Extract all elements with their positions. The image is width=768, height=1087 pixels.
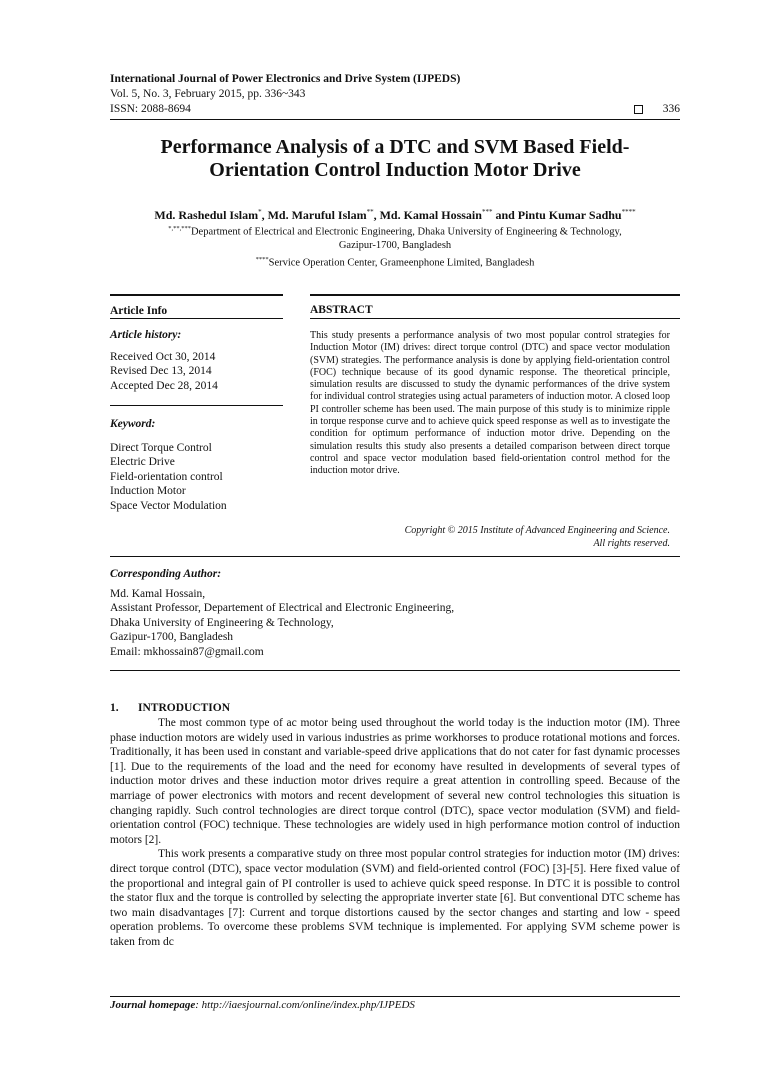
affiliation-1-city: Gazipur-1700, Bangladesh bbox=[338, 240, 452, 251]
footer-rule bbox=[110, 996, 680, 997]
abstract-top-rule bbox=[310, 294, 680, 296]
abstract-heading: ABSTRACT bbox=[310, 304, 373, 316]
keyword-item: Electric Drive bbox=[110, 456, 175, 468]
keyword-item: Space Vector Modulation bbox=[110, 499, 227, 512]
corresponding-heading: Corresponding Author: bbox=[110, 568, 222, 580]
keywords bbox=[110, 417, 283, 513]
abstract-text: This study presents a performance analysis of two most popular control strategies for Induction Motor (IM) drives: direct torque control (DTC) and space vector modulation (SVM) strategies. The performance analysis is done by applying field-orientation control (FOC) technique because of its good dynamic response. The theoretical principle, simulation results are discussed to study the dynamic performances of the drive system for individual control strategies using actual parameters of induction motor. A closed loop PI controller scheme has been used. The main purpose of this study is to minimize ripple in torque response curve and to achieve quick speed response as well as to investigate the condition for optimum performance of induction motor drive. Depending on the simulation results this study also presents a detailed comparison between direct torque control and space vector modulation based field-orientation control method for the induction motor drive. bbox=[310, 330, 670, 477]
abstract-bottom-rule bbox=[110, 556, 680, 557]
keyword-heading: Keyword: bbox=[110, 418, 156, 430]
corresponding-address: Gazipur-1700, Bangladesh bbox=[110, 631, 234, 643]
paper-title bbox=[110, 136, 680, 182]
abstract-head-rule bbox=[310, 318, 680, 319]
article-history bbox=[110, 328, 283, 393]
history-heading: Article history: bbox=[110, 329, 182, 341]
section-heading: 1. INTRODUCTION bbox=[110, 702, 231, 714]
corresponding-position: Assistant Professor, Departement of Electrical and Electronic Engineering, bbox=[110, 602, 455, 614]
keyword-item: Induction Motor bbox=[110, 485, 186, 497]
header-rule bbox=[110, 119, 680, 120]
revised-date: Revised Dec 13, 2014 bbox=[110, 365, 212, 377]
journal-name: International Journal of Power Electronics and Drive System (IJPEDS) bbox=[110, 73, 461, 85]
accepted-date: Accepted Dec 28, 2014 bbox=[110, 379, 218, 392]
author-4: and Pintu Kumar Sadhu bbox=[492, 208, 622, 222]
received-date: Received Oct 30, 2014 bbox=[110, 350, 216, 363]
history-rule bbox=[110, 405, 283, 406]
introduction-body bbox=[110, 716, 680, 950]
author-2: , Md. Maruful Islam bbox=[261, 208, 367, 222]
journal-header bbox=[110, 72, 680, 117]
affiliation-1: Department of Electrical and Electronic Engineering, Dhaka University of Engineering & Technology, bbox=[190, 226, 622, 238]
paragraph: This work presents a comparative study on three most popular control strategies for induction motor (IM) drives: direct torque control (DTC), space vector modulation (SVM) and field-oriented control (FOC) [3]-[5]. Here fixed value of the proportional and integral gain of PI controller is used to achieve quick speed response. In DTC it is possible to control the stator flux and the torque is controlled by selecting the appropriate inverter state [6]. But conventional DTC scheme has two main disadvantages [7]: Current and torque distortions caused by the sector changes and starting and low - speed operation problems. To overcome these problems SVM technique is implemented. For applying SVM scheme power is taken from dc bbox=[110, 848, 680, 948]
author-3: , Md. Kamal Hossain bbox=[373, 208, 482, 222]
corresponding-author bbox=[110, 567, 680, 659]
corresponding-university: Dhaka University of Engineering & Technology, bbox=[110, 616, 334, 629]
corresponding-email: Email: mkhossain87@gmail.com bbox=[110, 645, 264, 658]
journal-homepage[interactable]: Journal homepage: http://iaesjournal.com/online/index.php/IJPEDS bbox=[110, 999, 415, 1011]
corresponding-name: Md. Kamal Hossain, bbox=[110, 587, 206, 600]
copyright: Copyright © 2015 Institute of Advanced Engineering and Science. All rights reserved. bbox=[404, 525, 670, 549]
corresponding-bottom-rule bbox=[110, 670, 680, 671]
affiliation-2: Service Operation Center, Grameenphone Limited, Bangladesh bbox=[268, 257, 535, 268]
paragraph: The most common type of ac motor being used throughout the world today is the induction motor (IM). Three phase induction motors are widely used in various industries as prime workhorses to produce rotational motions and forces. Traditionally, it has been used in constant and variable-speed drive applications that do not cater for fast dynamic processes [1]. Due to the requirements of the load and the need for economy have resulted in developments of several types of induction motor drives and these induction motor drives require a great attention in controlling speed. Because of the marriage of power electronics with motors and recent development of several new control technologies this situation is changing rapidly. Such control technologies are direct torque control (DTC), space vector modulation (SVM) and field-orientation control (FOC) technique. These technologies are widely used in high performance motion control of induction motors [2]. bbox=[110, 717, 680, 846]
keyword-item: Direct Torque Control bbox=[110, 441, 212, 454]
volume-info: Vol. 5, No. 3, February 2015, pp. 336~343 bbox=[110, 88, 306, 100]
issn: ISSN: 2088-8694 bbox=[110, 103, 191, 115]
author-list: Md. Rashedul Islam*, Md. Maruful Islam**, Md. Kamal Hossain*** and Pintu Kumar Sadhu**** bbox=[154, 208, 636, 222]
square-bullet-icon bbox=[634, 105, 643, 114]
title-line-1: Performance Analysis of a DTC and SVM Based Field- bbox=[160, 136, 630, 158]
article-info-heading: Article Info bbox=[110, 305, 168, 317]
author-1: Md. Rashedul Islam bbox=[154, 208, 259, 222]
affiliations: *,**,***Department of Electrical and Electronic Engineering, Dhaka University of Engineering & Technology, Gazipur-1700, Bangladesh ****Service Operation Center, Grameenphone Limited, Bangladesh bbox=[110, 222, 680, 270]
page-number: 336 bbox=[662, 103, 680, 115]
keyword-item: Field-orientation control bbox=[110, 470, 223, 483]
title-line-2: Orientation Control Induction Motor Drive bbox=[209, 159, 581, 181]
info-top-rule bbox=[110, 294, 283, 296]
